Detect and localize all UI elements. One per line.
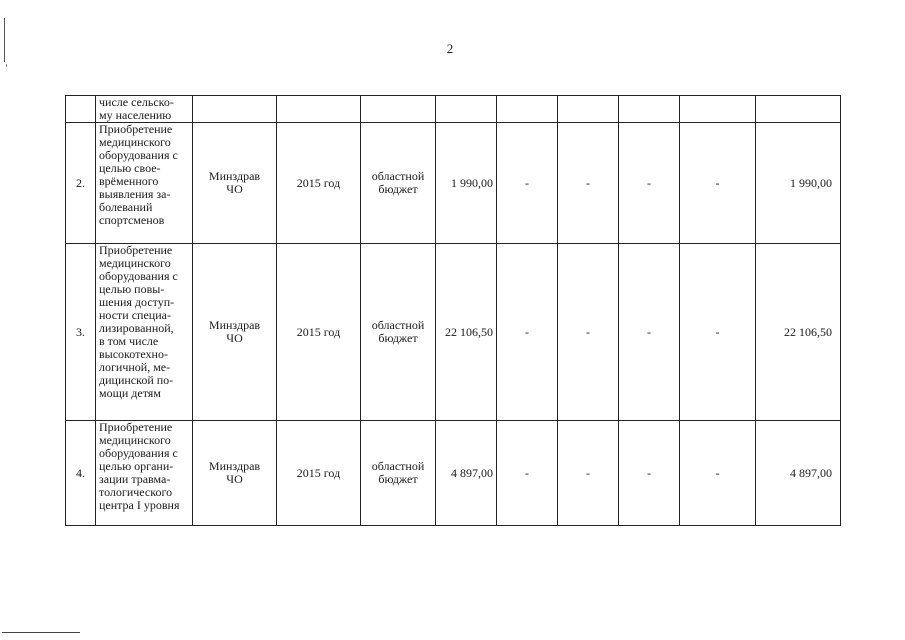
cell-index: 4. [66, 421, 96, 526]
table-row [66, 244, 841, 421]
cell-name: Приобретение медицинского оборудования с целью свое- врёменного выявления за- болеваний спортсменов [96, 123, 193, 244]
cell-amount: 1 990,00 [436, 123, 497, 244]
budget-table [65, 95, 841, 526]
cell-year-1: - [497, 123, 558, 244]
cell-source: областной бюджет [361, 244, 436, 421]
table-row [66, 421, 841, 526]
cell-period: 2015 год [277, 244, 361, 421]
cell-source: областной бюджет [361, 123, 436, 244]
cell-total: 22 106,50 [756, 244, 841, 421]
cell-year-2: - [558, 123, 619, 244]
cell-executor [193, 96, 277, 123]
table-row-continuation [66, 96, 841, 123]
cell-year-2: - [558, 244, 619, 421]
cell-total [756, 96, 841, 123]
cell-year-3: - [619, 421, 680, 526]
cell-executor: Минздрав ЧО [193, 123, 277, 244]
cell-name: Приобретение медицинского оборудования с целью органи- зации травма- тологического центра I уровня [96, 421, 193, 526]
cell-year-4: - [680, 421, 756, 526]
cell-total: 4 897,00 [756, 421, 841, 526]
cell-index: 2. [66, 123, 96, 244]
cell-source: областной бюджет [361, 421, 436, 526]
table-row [66, 123, 841, 244]
cell-period [277, 96, 361, 123]
page-number: 2 [446, 41, 454, 56]
scan-edge-mark [4, 18, 5, 62]
cell-index: 3. [66, 244, 96, 421]
cell-index [66, 96, 96, 123]
cell-year-1 [497, 96, 558, 123]
cell-year-1: - [497, 421, 558, 526]
cell-name: Приобретение медицинского оборудования с целью повы- шения доступ- ности специа- лизированной, в том числе высокотехно- логичной, ме- дицинской по- мощи детям [96, 244, 193, 421]
cell-amount: 4 897,00 [436, 421, 497, 526]
cell-year-3: - [619, 123, 680, 244]
cell-year-4 [680, 96, 756, 123]
cell-amount: 22 106,50 [436, 244, 497, 421]
cell-total: 1 990,00 [756, 123, 841, 244]
cell-year-3: - [619, 244, 680, 421]
cell-executor: Минздрав ЧО [193, 244, 277, 421]
cell-name: числе сельско- му населению [96, 96, 193, 123]
cell-year-2: - [558, 421, 619, 526]
cell-year-1: - [497, 244, 558, 421]
cell-source [361, 96, 436, 123]
cell-executor: Минздрав ЧО [193, 421, 277, 526]
cell-year-4: - [680, 244, 756, 421]
cell-period: 2015 год [277, 123, 361, 244]
footnote-separator-line [2, 632, 80, 633]
cell-year-3 [619, 96, 680, 123]
scan-dot-mark [6, 64, 7, 67]
cell-period: 2015 год [277, 421, 361, 526]
cell-amount [436, 96, 497, 123]
cell-year-2 [558, 96, 619, 123]
cell-year-4: - [680, 123, 756, 244]
